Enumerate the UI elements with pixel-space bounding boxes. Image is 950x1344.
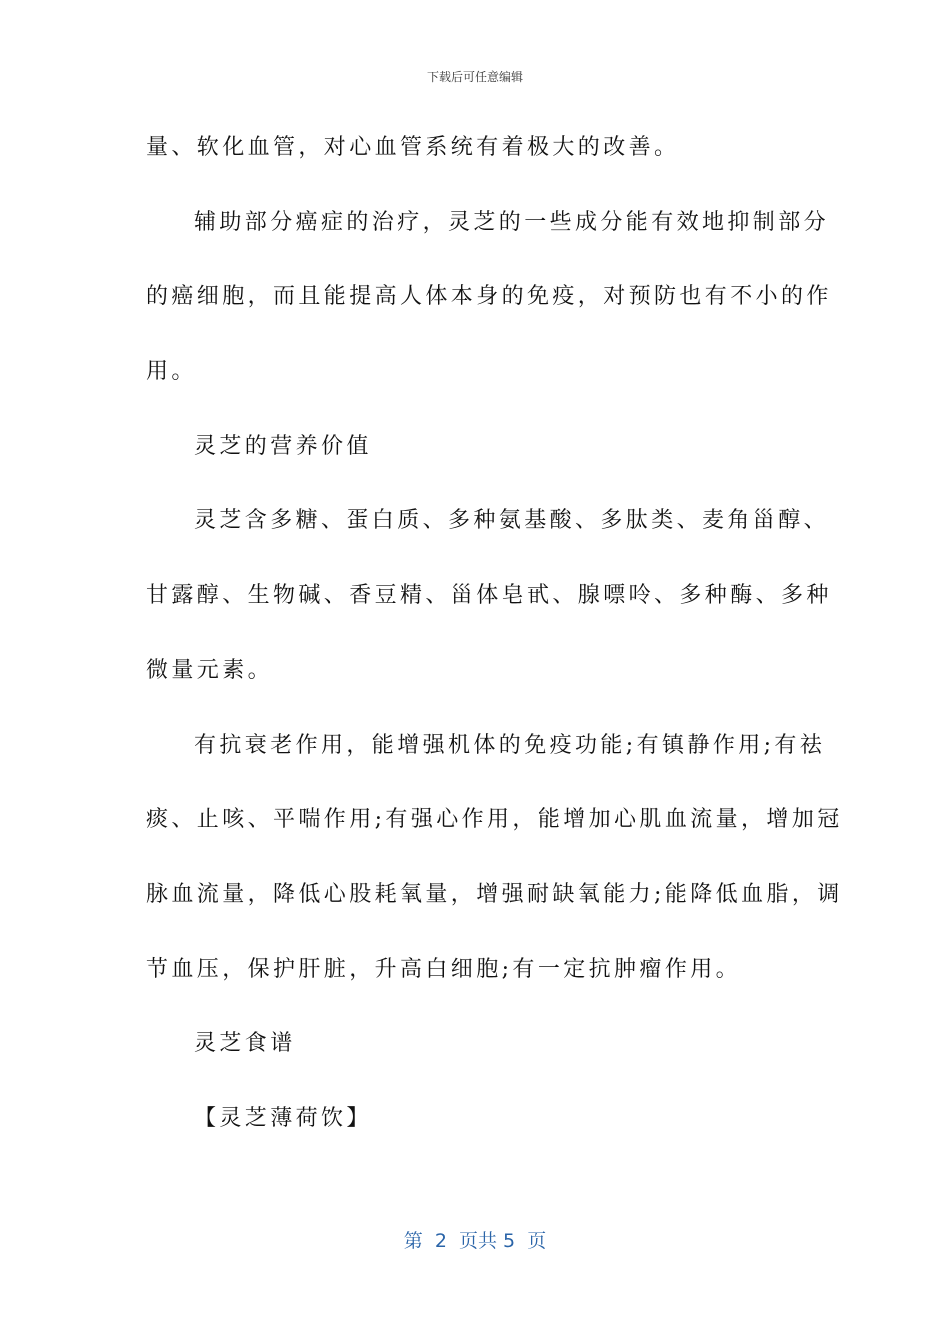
section-heading-nutrition: 灵芝的营养价值 [194,433,372,459]
text-line-6: 灵芝含多糖、蛋白质、多种氨基酸、多肽类、麦角甾醇、 [194,508,830,534]
text-line-2: 辅助部分癌症的治疗，灵芝的一些成分能有效地抑制部分 [194,209,830,235]
text-line-11: 脉血流量，降低心股耗氧量，增强耐缺氧能力;能降低血脂，调 [146,881,843,907]
text-line-3: 的癌细胞，而且能提高人体本身的免疫，对预防也有不小的作 [146,284,832,310]
text-line-4: 用。 [146,359,197,385]
document-body [146,111,843,1157]
header-note: 下载后可任意编辑 [426,70,523,84]
recipe-title: 【灵芝薄荷饮】 [194,1105,372,1131]
text-line-10: 痰、止咳、平喘作用;有强心作用，能增加心肌血流量，增加冠 [146,807,843,833]
text-line-8: 微量元素。 [146,657,274,683]
page-footer: 第 2 页共 5 页 [403,1230,547,1252]
text-line-12: 节血压，保护肝脏，升高白细胞;有一定抗肿瘤作用。 [146,956,742,982]
section-heading-recipes: 灵芝食谱 [194,1031,296,1057]
text-line-9: 有抗衰老作用，能增强机体的免疫功能;有镇静作用;有祛 [194,732,826,758]
text-line-7: 甘露醇、生物碱、香豆精、甾体皂甙、腺嘌呤、多种酶、多种 [146,583,832,609]
text-line-1: 量、软化血管，对心血管系统有着极大的改善。 [146,135,680,160]
